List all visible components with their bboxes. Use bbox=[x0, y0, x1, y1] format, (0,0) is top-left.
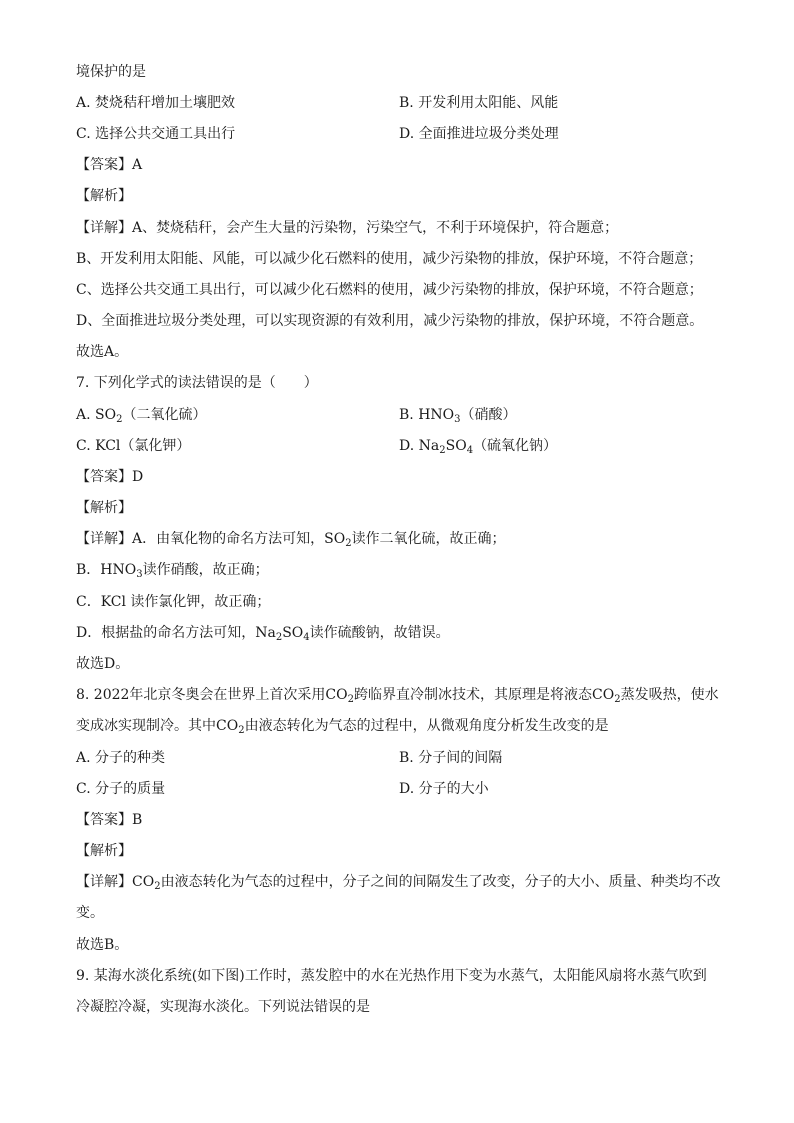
q6-detail-a: 【详解】A、焚烧秸秆，会产生大量的污染物，污染空气，不利于环境保护，符合题意； bbox=[76, 220, 619, 236]
q8-conclusion: 故选B。 bbox=[76, 937, 129, 953]
q6-detail-d: D、全面推进垃圾分类处理，可以实现资源的有效利用，减少污染物的排放，保护环境，不符合题意。 bbox=[76, 313, 704, 329]
q8-analysis-label: 【解析】 bbox=[76, 843, 132, 859]
q7-answer: 【答案】D bbox=[76, 469, 144, 485]
q7-option-b: B. $HNO_3$（硝酸） bbox=[399, 407, 517, 425]
q8-option-a: A. 分子的种类 bbox=[76, 750, 166, 766]
q7-detail-c: C．KCl 读作氯化钾，故正确； bbox=[76, 594, 271, 610]
q9-stem-line2: 冷凝腔冷凝，实现海水淡化。下列说法错误的是 bbox=[76, 999, 370, 1015]
q8-detail-line1: 【详解】$CO_2$由液态转化为气态的过程中，分子之间的间隔发生了改变，分子的大小、质量、种类均不改 bbox=[76, 874, 721, 892]
q8-option-b: B. 分子间的间隔 bbox=[399, 750, 503, 766]
q6-conclusion: 故选A。 bbox=[76, 344, 129, 360]
q7-option-c: C. KCl（氯化钾） bbox=[76, 438, 191, 454]
q8-answer: 【答案】B bbox=[76, 812, 143, 828]
q8-detail-line2: 变。 bbox=[76, 905, 104, 921]
q7-option-a: A. $SO_2$（二氧化硫） bbox=[76, 407, 207, 425]
q6-stem-tail: 境保护的是 bbox=[76, 64, 146, 80]
q6-option-a: A. 焚烧秸秆增加土壤肥效 bbox=[76, 95, 236, 111]
q7-option-d: D. $Na_2SO_4$（硫氧化钠） bbox=[399, 438, 558, 456]
q6-option-d: D. 全面推进垃圾分类处理 bbox=[399, 126, 559, 142]
q8-stem-line1: 8. 2022年北京冬奥会在世界上首次采用$CO_2$跨临界直冷制冰技术，其原理是将液态$CO_2$蒸发吸热，使水 bbox=[76, 687, 719, 705]
q9-stem-line1: 9. 某海水淡化系统(如下图)工作时，蒸发腔中的水在光热作用下变为水蒸气，太阳能风扇将水蒸气吹到 bbox=[76, 968, 707, 984]
q7-detail-a: 【详解】A．由氧化物的命名方法可知，$SO_2$读作二氧化硫，故正确； bbox=[76, 531, 506, 549]
q6-detail-b: B、开发利用太阳能、风能，可以减少化石燃料的使用，减少污染物的排放，保护环境，不符合题意； bbox=[76, 251, 703, 267]
q7-detail-d: D．根据盐的命名方法可知，$Na_2SO_4$读作硫酸钠，故错误。 bbox=[76, 625, 450, 643]
q8-stem-line2: 变成冰实现制冷。其中$CO_2$由液态转化为气态的过程中，从微观角度分析发生改变的是 bbox=[76, 718, 609, 736]
q7-analysis-label: 【解析】 bbox=[76, 500, 132, 516]
q6-analysis-label: 【解析】 bbox=[76, 188, 132, 204]
q7-conclusion: 故选D。 bbox=[76, 656, 130, 672]
q8-option-d: D. 分子的大小 bbox=[399, 781, 489, 797]
q6-option-c: C. 选择公共交通工具出行 bbox=[76, 126, 236, 142]
q7-stem: 7. 下列化学式的读法错误的是（ ） bbox=[76, 375, 318, 391]
q8-option-c: C. 分子的质量 bbox=[76, 781, 166, 797]
q6-answer: 【答案】A bbox=[76, 157, 143, 173]
q6-detail-c: C、选择公共交通工具出行，可以减少化石燃料的使用，减少污染物的排放，保护环境，不符合题意； bbox=[76, 282, 703, 298]
q7-detail-b: B．$HNO_3$读作硝酸，故正确； bbox=[76, 562, 269, 580]
q6-option-b: B. 开发利用太阳能、风能 bbox=[399, 95, 559, 111]
